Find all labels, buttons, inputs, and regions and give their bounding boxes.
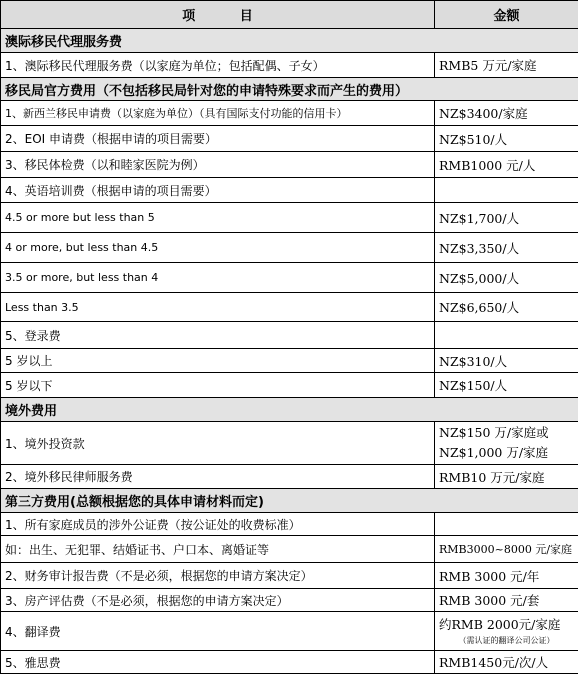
table-row [1, 263, 578, 293]
table-row [1, 322, 578, 349]
row-item: 3.5 or more, but less than 4 [1, 263, 435, 293]
row-item: 1、新西兰移民申请费（以家庭为单位）（具有国际支付功能的信用卡） [1, 101, 435, 126]
row-amount: RMB 3000 元/套 [435, 589, 578, 612]
amount-note: （需认证的翻译公司公证） [458, 635, 555, 645]
row-amount [435, 322, 578, 349]
row-item: 4、英语培训费（根据申请的项目需要） [1, 178, 435, 203]
row-amount: RMB3000~8000 元/家庭 [435, 536, 578, 563]
row-amount: NZ$6,650/人 [435, 293, 578, 322]
section-title-agency: 澳际移民代理服务费 [1, 29, 578, 53]
row-item: 4、翻译费 [1, 612, 435, 651]
section-title-third: 第三方费用(总额根据您的具体申请材料而定) [1, 489, 578, 513]
table-row [1, 152, 578, 178]
table-row [1, 233, 578, 263]
amount-line-1: NZ$150 万/家庭或 [439, 425, 549, 440]
row-amount: RMB10 万元/家庭 [435, 465, 578, 489]
table-row [1, 178, 578, 203]
table-row [1, 126, 578, 152]
section-title-official: 移民局官方费用（不包括移民局针对您的申请特殊要求而产生的费用） [1, 78, 578, 101]
header-amount: 金额 [435, 1, 578, 29]
row-item: 2、财务审计报告费（不是必须，根据您的申请方案决定） [1, 563, 435, 589]
row-amount: NZ$310/人 [435, 349, 578, 373]
row-amount: RMB 3000 元/年 [435, 563, 578, 589]
header-item: 项 目 [1, 1, 435, 29]
row-item: 5 岁以下 [1, 373, 435, 398]
table-row [1, 53, 578, 78]
section-overseas-row [1, 398, 578, 422]
table-row [1, 422, 578, 465]
row-amount: NZ$3400/家庭 [435, 101, 578, 126]
row-item: 5、雅思费 [1, 651, 435, 674]
section-official-row [1, 78, 578, 101]
table-row [1, 589, 578, 612]
row-amount: RMB1450元/次/人 [435, 651, 578, 674]
row-item: 1、所有家庭成员的涉外公证费（按公证处的收费标准） [1, 513, 435, 536]
row-item: 3、移民体检费（以和睦家医院为例） [1, 152, 435, 178]
table-row [1, 293, 578, 322]
table-row [1, 651, 578, 674]
row-item: 如：出生、无犯罪、结婚证书、户口本、离婚证等 [1, 536, 435, 563]
row-item: 3、房产评估费（不是必须，根据您的申请方案决定） [1, 589, 435, 612]
table-header-row [1, 1, 578, 29]
table-row [1, 465, 578, 489]
row-amount: NZ$510/人 [435, 126, 578, 152]
row-item: 5、登录费 [1, 322, 435, 349]
table-row [1, 203, 578, 233]
table-row [1, 373, 578, 398]
row-amount [435, 178, 578, 203]
row-item: 2、境外移民律师服务费 [1, 465, 435, 489]
section-title-overseas: 境外费用 [1, 398, 578, 422]
row-amount: RMB5 万元/家庭 [435, 53, 578, 78]
table-row [1, 513, 578, 536]
row-amount: RMB1000 元/人 [435, 152, 578, 178]
section-agency-row [1, 29, 578, 53]
row-amount [435, 422, 578, 465]
amount-line-2: NZ$1,000 万/家庭 [439, 445, 549, 460]
row-item: 5 岁以上 [1, 349, 435, 373]
row-amount: NZ$5,000/人 [435, 263, 578, 293]
amount-main: 约RMB 2000元/家庭 [439, 616, 561, 632]
table-row [1, 563, 578, 589]
row-item: 1、境外投资款 [1, 422, 435, 465]
row-amount [435, 612, 578, 651]
table-row [1, 349, 578, 373]
row-item: 4.5 or more but less than 5 [1, 203, 435, 233]
table-row [1, 101, 578, 126]
row-item: Less than 3.5 [1, 293, 435, 322]
row-amount: NZ$1,700/人 [435, 203, 578, 233]
table-row [1, 612, 578, 651]
row-amount: NZ$3,350/人 [435, 233, 578, 263]
row-amount [435, 513, 578, 536]
row-item: 4 or more, but less than 4.5 [1, 233, 435, 263]
section-third-row [1, 489, 578, 513]
row-item: 1、澳际移民代理服务费（以家庭为单位；包括配偶、子女） [1, 53, 435, 78]
row-item: 2、EOI 申请费（根据申请的项目需要） [1, 126, 435, 152]
row-amount: NZ$150/人 [435, 373, 578, 398]
table-row [1, 536, 578, 563]
